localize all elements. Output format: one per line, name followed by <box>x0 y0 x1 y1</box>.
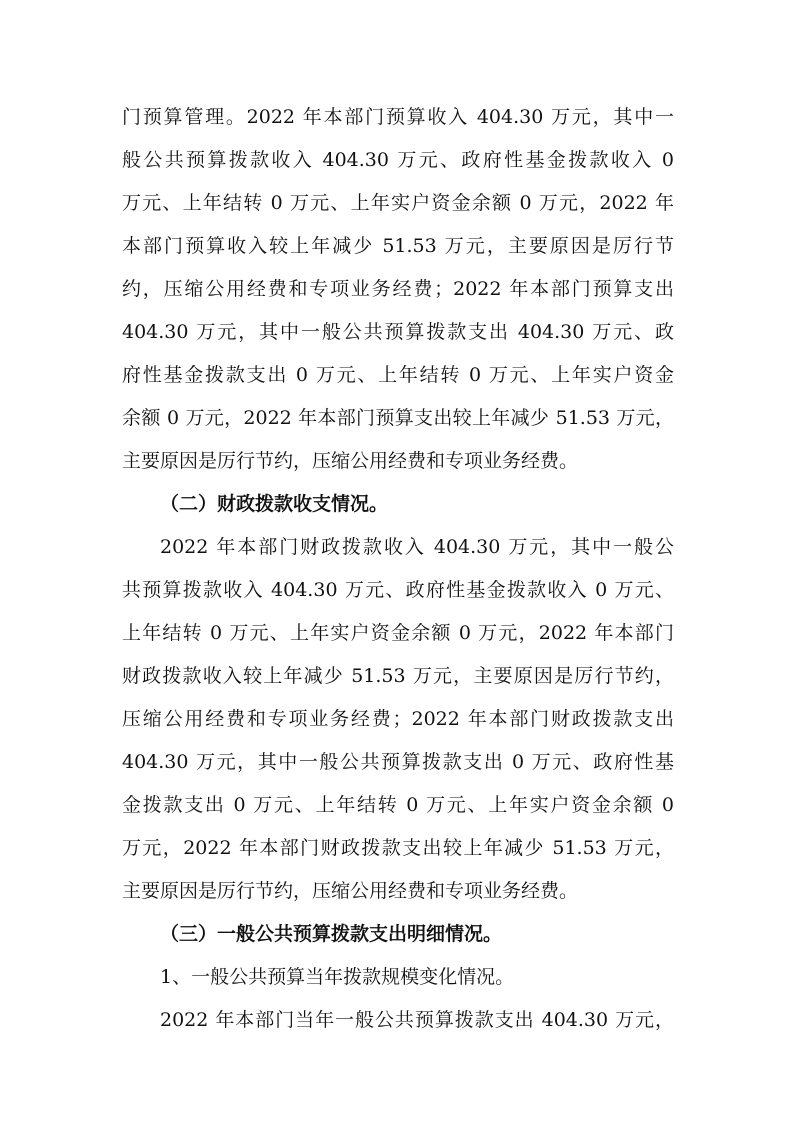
paragraph-line: 财政拨款收入较上年减少 51.53 万元，主要原因是厉行节约， <box>122 665 674 687</box>
paragraph-line: 门预算管理。2022 年本部门预算收入 404.30 万元，其中一 <box>122 106 674 128</box>
paragraph-line: 主要原因是厉行节约，压缩公用经费和专项业务经费。 <box>122 880 579 902</box>
paragraph-line: 上年结转 0 万元、上年实户资金余额 0 万元，2022 年本部门 <box>122 622 674 644</box>
paragraph-line: 2022 年本部门财政拨款收入 404.30 万元，其中一般公 <box>160 536 674 558</box>
paragraph-line: 余额 0 万元，2022 年本部门预算支出较上年减少 51.53 万元， <box>122 407 674 429</box>
section-heading: （三）一般公共预算拨款支出明细情况。 <box>160 923 503 945</box>
paragraph-line: 共预算拨款收入 404.30 万元、政府性基金拨款收入 0 万元、 <box>122 579 674 601</box>
paragraph-line: 般公共预算拨款收入 404.30 万元、政府性基金拨款收入 0 <box>122 149 674 171</box>
paragraph-line: 府性基金拨款支出 0 万元、上年结转 0 万元、上年实户资金 <box>122 364 674 386</box>
paragraph-line: 金拨款支出 0 万元、上年结转 0 万元、上年实户资金余额 0 <box>122 794 674 816</box>
paragraph-line: 约，压缩公用经费和专项业务经费；2022 年本部门预算支出 <box>122 278 674 300</box>
paragraph-line: 本部门预算收入较上年减少 51.53 万元，主要原因是厉行节 <box>122 235 674 257</box>
paragraph-line: 404.30 万元，其中一般公共预算拨款支出 0 万元、政府性基 <box>122 751 674 773</box>
subsection-title: 1、一般公共预算当年拨款规模变化情况。 <box>160 966 515 988</box>
paragraph-line: 万元，2022 年本部门财政拨款支出较上年减少 51.53 万元， <box>122 837 674 859</box>
paragraph-line: 万元、上年结转 0 万元、上年实户资金余额 0 万元，2022 年 <box>122 192 674 214</box>
paragraph-line: 主要原因是厉行节约，压缩公用经费和专项业务经费。 <box>122 450 579 472</box>
section-heading: （二）财政拨款收支情况。 <box>160 493 389 515</box>
paragraph-line: 404.30 万元，其中一般公共预算拨款支出 404.30 万元、政 <box>122 321 674 343</box>
paragraph-line: 2022 年本部门当年一般公共预算拨款支出 404.30 万元， <box>160 1009 674 1031</box>
paragraph-line: 压缩公用经费和专项业务经费；2022 年本部门财政拨款支出 <box>122 708 674 730</box>
